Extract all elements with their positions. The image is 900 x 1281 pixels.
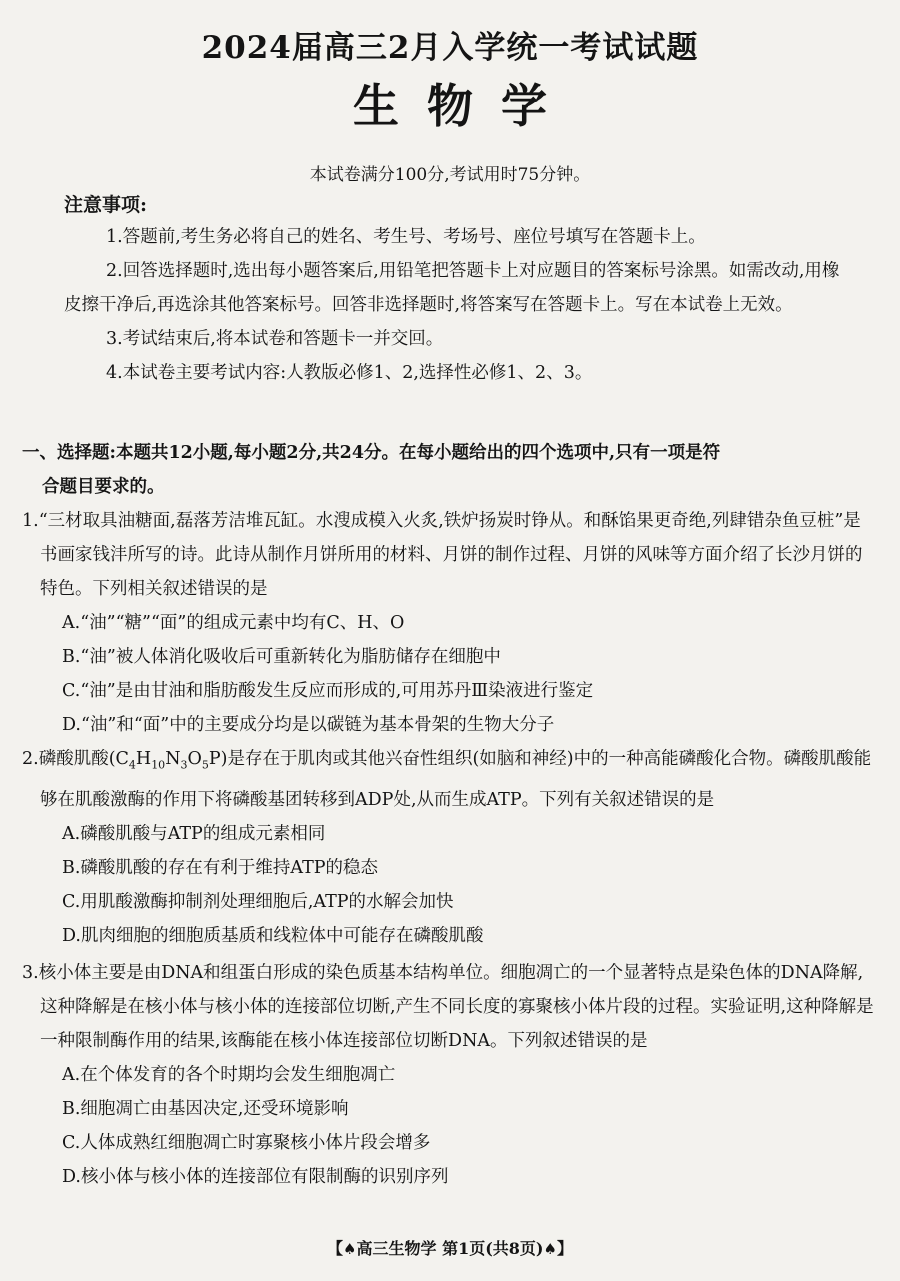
question-stem bbox=[22, 742, 878, 817]
option-c: C.“油”是由甘油和脂肪酸发生反应而形成的,可用苏丹Ⅲ染液进行鉴定 bbox=[62, 681, 594, 701]
formula-sub-o: 5 bbox=[201, 758, 209, 772]
exam-title: 2024届高三2月入学统一考试试题 bbox=[201, 30, 699, 66]
option-a: A.“油”“糖”“面”的组成元素中均有C、H、O bbox=[62, 613, 405, 633]
footer-text: 高三生物学 第1页(共8页) bbox=[356, 1239, 544, 1258]
section-heading bbox=[22, 436, 878, 504]
notice-item-1: 1.答题前,考生务必将自己的姓名、考生号、考场号、座位号填写在答题卡上。 bbox=[106, 227, 706, 247]
stem-part-b: P)是存在于肌肉或其他兴奋性组织(如脑和神经)中的一种高能磷酸化合物。磷酸肌酸能够在肌酸激酶的作用下将磷酸基团转移到ADP处,从而生成ATP。下列有关叙述错误的是 bbox=[40, 749, 872, 810]
formula-sub-n: 3 bbox=[180, 758, 188, 772]
option-a: A.在个体发育的各个时期均会发生细胞凋亡 bbox=[62, 1065, 396, 1085]
footer-left-bracket: 【 bbox=[327, 1239, 344, 1258]
option-b: B.磷酸肌酸的存在有利于维持ATP的稳态 bbox=[62, 857, 379, 878]
spade-icon: ♠ bbox=[343, 1240, 357, 1258]
option-c: C.用肌酸激酶抑制剂处理细胞后,ATP的水解会加快 bbox=[62, 891, 454, 912]
option-c: C.人体成熟红细胞凋亡时寡聚核小体片段会增多 bbox=[62, 1133, 431, 1153]
notice-list bbox=[64, 220, 854, 390]
option-d: D.“油”和“面”中的主要成分均是以碳链为基本骨架的生物大分子 bbox=[62, 715, 555, 735]
option-a: A.磷酸肌酸与ATP的组成元素相同 bbox=[62, 823, 326, 844]
option-d: D.核小体与核小体的连接部位有限制酶的识别序列 bbox=[62, 1167, 449, 1187]
question-stem: 1.“三材取具油糖面,磊落芳洁堆瓦缸。水溲成模入火炙,铁炉扬炭时铮从。和酥馅果更奇绝,列肆错杂鱼豆桩”是书画家钱沣所写的诗。此诗从制作月饼所用的材料、月饼的制作过程、月饼的风味等方面介绍了长沙月饼的特色。下列相关叙述错误的是 bbox=[22, 511, 863, 599]
section-heading-line2: 合题目要求的。 bbox=[42, 477, 165, 497]
notice-item-4: 4.本试卷主要考试内容:人教版必修1、2,选择性必修1、2、3。 bbox=[106, 363, 593, 383]
page-footer bbox=[0, 1236, 900, 1259]
stem-part-a: 2.磷酸肌酸(C bbox=[22, 749, 129, 769]
exam-info: 本试卷满分100分,考试用时75分钟。 bbox=[309, 165, 591, 185]
option-b: B.细胞凋亡由基因决定,还受环境影响 bbox=[62, 1099, 349, 1119]
question-3 bbox=[22, 956, 878, 1194]
question-2 bbox=[22, 742, 878, 953]
option-d: D.肌肉细胞的细胞质基质和线粒体中可能存在磷酸肌酸 bbox=[62, 925, 484, 946]
option-b: B.“油”被人体消化吸收后可重新转化为脂肪储存在细胞中 bbox=[62, 647, 501, 667]
footer-right-bracket: 】 bbox=[556, 1239, 573, 1258]
formula-sub-c: 4 bbox=[128, 758, 136, 772]
notice-item-2: 2.回答选择题时,选出每小题答案后,用铅笔把答题卡上对应题目的答案标号涂黑。如需改动,用橡皮擦干净后,再选涂其他答案标号。回答非选择题时,将答案写在答题卡上。写在本试卷上无效。 bbox=[64, 261, 840, 315]
spade-icon: ♠ bbox=[543, 1240, 557, 1258]
section-heading-line1: 一、选择题:本题共12小题,每小题2分,共24分。在每小题给出的四个选项中,只有一项是符 bbox=[22, 443, 721, 463]
subject-title: 生物学 bbox=[353, 79, 575, 133]
question-1 bbox=[22, 504, 878, 742]
formula-h: H bbox=[135, 749, 152, 769]
formula-sub-h: 10 bbox=[151, 758, 166, 772]
formula-n: N bbox=[165, 749, 181, 769]
notice-title: 注意事项: bbox=[64, 194, 148, 216]
question-stem: 3.核小体主要是由DNA和组蛋白形成的染色质基本结构单位。细胞凋亡的一个显著特点是染色体的DNA降解,这种降解是在核小体与核小体的连接部位切断,产生不同长度的寡聚核小体片段的过程。实验证明,这种降解是一种限制酶作用的结果,该酶能在核小体连接部位切断DNA。下列叙述错误的是 bbox=[22, 963, 874, 1051]
notice-item-3: 3.考试结束后,将本试卷和答题卡一并交回。 bbox=[106, 329, 444, 349]
formula-o: O bbox=[187, 749, 202, 769]
